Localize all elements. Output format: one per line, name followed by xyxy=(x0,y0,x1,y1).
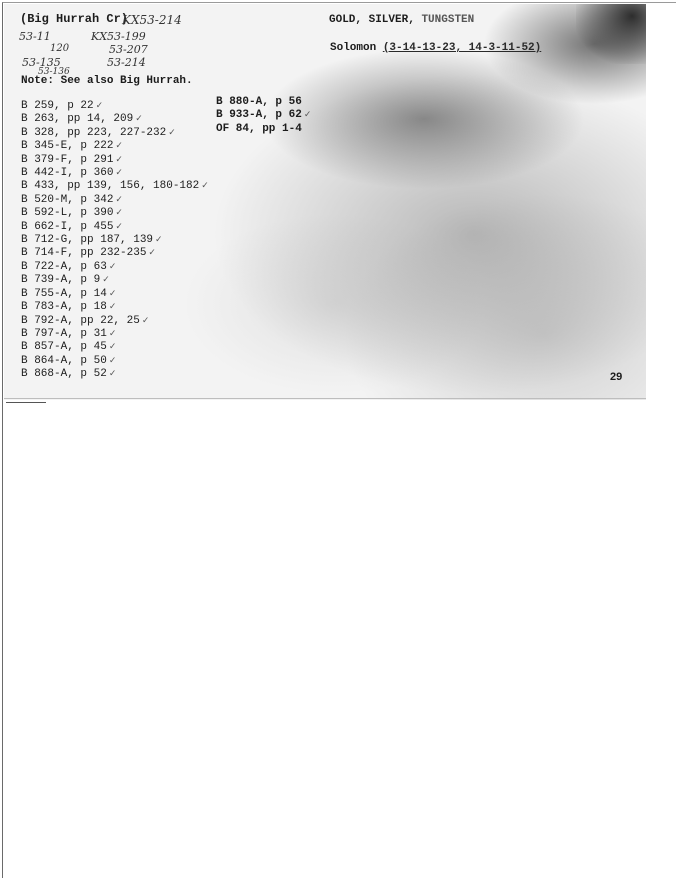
reference-item: OF 84, pp 1-4 xyxy=(216,122,302,135)
card-edge-mark xyxy=(6,402,46,403)
check-mark: ✓ xyxy=(108,261,117,272)
check-mark: ✓ xyxy=(168,127,176,138)
check-mark: ✓ xyxy=(201,181,209,192)
reference-item: B 714-F, pp 232-235 ✓ xyxy=(21,247,156,260)
reference-item: B 433, pp 139, 156, 180-182 ✓ xyxy=(21,180,209,193)
reference-item: B 755-A, p 14 ✓ xyxy=(21,287,117,300)
author-line xyxy=(330,42,541,54)
scan-smudge xyxy=(576,4,646,64)
check-mark: ✓ xyxy=(115,221,123,232)
author-reference: (3-14-13-23, 14-3-11-52) xyxy=(382,42,542,54)
check-mark: ✓ xyxy=(108,342,117,353)
handwritten-number: 53-214 xyxy=(107,56,146,69)
reference-item: B 592-L, p 390 ✓ xyxy=(21,207,123,220)
handwritten-number: 53-136 xyxy=(38,67,70,77)
handwritten-number: 53-11 xyxy=(19,30,51,43)
reference-list-left xyxy=(21,100,209,382)
commodity-obscured: TUNGSTEN xyxy=(421,14,475,26)
handwritten-number: KX53-199 xyxy=(91,30,146,43)
check-mark: ✓ xyxy=(115,154,123,165)
reference-item: B 739-A, p 9 ✓ xyxy=(21,274,110,287)
reference-item: B 379-F, p 291 ✓ xyxy=(21,153,123,166)
commodity-heading xyxy=(329,14,474,26)
check-mark: ✓ xyxy=(148,248,156,259)
reference-item: B 345-E, p 222 ✓ xyxy=(21,140,123,153)
check-mark: ✓ xyxy=(141,315,150,326)
reference-item: B 783-A, p 18 ✓ xyxy=(21,301,117,314)
reference-item: B 662-I, p 455 ✓ xyxy=(21,220,123,233)
check-mark: ✓ xyxy=(108,302,117,313)
handwritten-number: 53-135 xyxy=(22,56,61,69)
reference-item: B 933-A, p 62 ✓ xyxy=(216,109,312,122)
reference-item: B 712-G, pp 187, 139 ✓ xyxy=(21,234,163,247)
check-mark: ✓ xyxy=(108,328,117,339)
reference-item: B 259, p 22 ✓ xyxy=(21,100,104,112)
handwritten-reference: KX53-214 xyxy=(122,13,182,27)
check-mark: ✓ xyxy=(115,141,123,152)
reference-item: B 868-A, p 52 ✓ xyxy=(21,368,117,381)
locality-heading: (Big Hurrah Cr) xyxy=(20,12,129,26)
index-card xyxy=(4,4,646,400)
page-number: 29 xyxy=(610,371,623,383)
reference-list-right xyxy=(216,96,311,136)
check-mark: ✓ xyxy=(108,369,117,380)
reference-item: B 864-A, p 50 ✓ xyxy=(21,354,117,367)
handwritten-number: 120 xyxy=(50,43,70,54)
commodity-list: GOLD, SILVER, xyxy=(329,14,415,26)
check-mark: ✓ xyxy=(95,101,104,111)
reference-item: B 520-M, p 342 ✓ xyxy=(21,193,123,206)
reference-item: B 797-A, p 31 ✓ xyxy=(21,327,117,340)
reference-item: B 722-A, p 63 ✓ xyxy=(21,260,117,273)
reference-item: B 792-A, pp 22, 25 ✓ xyxy=(21,314,150,327)
check-mark: ✓ xyxy=(108,355,117,366)
check-mark: ✓ xyxy=(115,168,123,179)
check-mark: ✓ xyxy=(115,208,123,219)
check-mark: ✓ xyxy=(135,114,143,125)
check-mark: ✓ xyxy=(303,110,312,121)
check-mark: ✓ xyxy=(108,288,117,299)
card-edge xyxy=(4,398,646,399)
reference-item: B 857-A, p 45 ✓ xyxy=(21,341,117,354)
author-name: Solomon xyxy=(330,42,377,54)
reference-item: B 263, pp 14, 209 ✓ xyxy=(21,113,143,126)
handwritten-number: 53-207 xyxy=(109,43,148,56)
reference-item: B 328, pp 223, 227-232 ✓ xyxy=(21,126,176,139)
check-mark: ✓ xyxy=(115,194,123,205)
reference-item: B 442-I, p 360 ✓ xyxy=(21,167,123,180)
check-mark: ✓ xyxy=(102,275,110,286)
check-mark: ✓ xyxy=(155,235,163,246)
reference-item: B 880-A, p 56 xyxy=(216,96,302,108)
see-also-note: Note: See also Big Hurrah. xyxy=(21,75,193,87)
